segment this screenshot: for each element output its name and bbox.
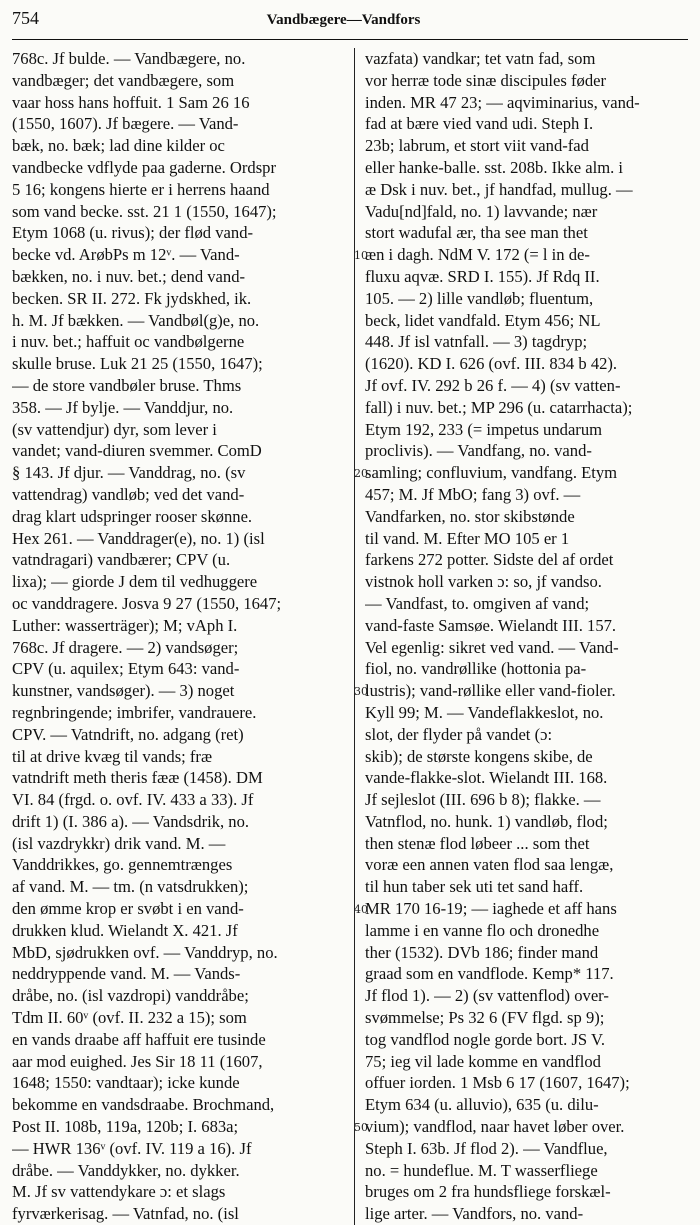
text-line: Etym 1068 (u. rivus); der flød vand- [12,223,254,243]
running-title: Vandbægere—Vandfors [266,12,421,28]
text-line: æ Dsk i nuv. bet., jf handfad, mullug. — [365,179,633,199]
text-line: 358. — Jf bylje. — Vanddjur, no. [12,397,234,417]
text-line: Vadu[nd]fald, no. 1) lavvande; nær [365,201,598,221]
text-line: (1620). KD I. 626 (ovf. III. 834 b 42). [365,354,618,374]
text-line: samling; confluvium, vandfang. Etym [365,463,618,483]
text-line: vistnok holl varken ɔ: so, jf vandso. [365,572,602,592]
text-line: Steph I. 63b. Jf flod 2). — Vandflue, [365,1138,608,1158]
text-line: beck, lidet vandfald. Etym 456; NL [365,310,601,330]
text-line: M. Jf sv vattendykare ɔ: et slags [12,1182,226,1202]
text-line: h. M. Jf bækken. — Vandbøl(g)e, no. [12,310,260,330]
text-line: Vanddrikkes, go. gennemtrænges [12,855,233,875]
text-line: vandbecke vdflyde paa gaderne. Ordspr [12,157,277,177]
text-line: bækken, no. i nuv. bet.; dend vand- [12,266,246,286]
text-line: Tdm II. 60ᵛ (ovf. II. 232 a 15); som [12,1008,247,1028]
text-line: then stenæ flod løbeer ... som thet [365,833,590,853]
text-line: drag klart udspringer rooser skønne. [12,506,253,526]
text-line: den ømme krop er svøbt i en vand- [12,899,244,919]
text-line: skulle bruse. Luk 21 25 (1550, 1647); [12,354,263,374]
text-line: graad som en vandflode. Kemp* 117. [365,964,614,984]
text-line: som vand becke. sst. 21 1 (1550, 1647); [12,201,277,221]
line-number: 20 [354,467,368,481]
text-line: af vand. M. — tm. (n vatsdrukken); [12,877,249,897]
line-number: 50 [354,1121,368,1135]
text-line: vium); vandflod, naar havet løber over. [365,1117,625,1137]
text-line: vaar hoss hans hoffuit. 1 Sam 26 16 [12,92,250,112]
text-line: MbD, sjødrukken ovf. — Vanddryp, no. [12,942,278,962]
right-column [354,48,683,1225]
text-line: til vand. M. Efter MO 105 er 1 [365,528,570,548]
text-line: (sv vattendjur) dyr, som lever i [12,419,217,439]
text-line: lige arter. — Vandfors, no. vand- [365,1204,584,1224]
text-line: proclivis). — Vandfang, no. vand- [365,441,592,461]
text-line: voræ een annen vaten flod saa lengæ, [365,855,614,875]
text-line: — de store vandbøler bruse. Thms [12,375,242,395]
text-line: Jf flod 1). — 2) (sv vattenflod) over- [365,986,609,1006]
text-line: lustris); vand-røllike eller vand-fioler. [365,681,616,701]
text-line: vatndragari) vandbærer; CPV (u. [12,550,231,570]
text-line: stort wadufal ær, tha see man thet [365,223,588,243]
text-line: no. = hundeflue. M. T wasserfliege [365,1160,598,1180]
text-line: Jf sejleslot (III. 696 b 8); flakke. — [365,790,601,810]
text-line: 75; ieg vil lade komme en vandflod [365,1051,601,1071]
text-line: en vands draabe aff haffuit ere tusinde [12,1029,266,1049]
text-line: Kyll 99; M. — Vandeflakkeslot, no. [365,702,604,722]
text-line: bruges om 2 fra hundsfliege forskæl- [365,1182,611,1202]
text-line: aar mod euighed. Jes Sir 18 11 (1607, [12,1051,263,1071]
text-line: slot, der flyder på vandet (ɔ: [365,724,553,744]
line-number: 40 [354,903,368,917]
text-line: Etym 634 (u. alluvio), 635 (u. dilu- [365,1095,599,1115]
text-line: vande-flakke-slot. Wielandt III. 168. [365,768,608,788]
text-line: (1550, 1607). Jf bægere. — Vand- [12,114,239,134]
text-line: fall) i nuv. bet.; MP 296 (u. catarrhacta); [365,397,633,417]
text-line: Etym 192, 233 (= impetus undarum [365,419,603,439]
text-line: (isl vazdrykkr) drik vand. M. — [12,833,226,853]
text-line: lamme i en vanne flo och dronedhe [365,920,600,940]
text-line: i nuv. bet.; haffuit oc vandbølgerne [12,332,245,352]
text-line: oc vanddragere. Josva 9 27 (1550, 1647; [12,593,282,613]
text-line: MR 170 16-19; — iaghede et aff hans [365,899,617,919]
text-line: fyrværkerisag. — Vatnfad, no. (isl [12,1204,239,1224]
text-line: dråbe, no. (isl vazdropi) vanddråbe; [12,986,249,1006]
text-line: Luther: wasserträger); M; vAph I. [12,615,238,635]
text-line: eller hanke-balle. sst. 208b. Ikke alm. i [365,157,624,177]
text-line: til hun taber sek uti tet sand haff. [365,877,584,897]
text-line: § 143. Jf djur. — Vanddrag, no. (sv [12,463,246,483]
text-line: bekomme en vandsdraabe. Brochmand, [12,1095,275,1115]
text-line: Vandfarken, no. stor skibstønde [365,506,575,526]
text-line: fluxu aqvæ. SRD I. 155). Jf Rdq II. [365,266,600,286]
text-line: farkens 272 potter. Sidste del af ordet [365,550,614,570]
text-line: Vel egenlig: sikret ved vand. — Vand- [365,637,619,657]
text-line: CPV. — Vatndrift, no. adgang (ret) [12,724,244,744]
text-line: 768c. Jf bulde. — Vandbægere, no. [12,49,246,68]
text-line: kunstner, vandsøger). — 3) noget [12,681,235,701]
text-line: Vatnflod, no. hunk. 1) vandløb, flod; [365,811,608,831]
two-column-body [12,48,688,1225]
text-line: lixa); — giorde J dem til vedhuggere [12,572,258,592]
text-line: 457; M. Jf MbO; fang 3) ovf. — [365,484,581,504]
text-line: 768c. Jf dragere. — 2) vandsøger; [12,637,239,657]
left-column [12,48,354,1225]
page-number: 754 [12,8,39,28]
text-line: Jf ovf. IV. 292 b 26 f. — 4) (sv vatten- [365,375,621,395]
text-line: ther (1532). DVb 186; finder mand [365,942,599,962]
text-line: skib); de største kongens skibe, de [365,746,593,766]
text-line: becken. SR II. 272. Fk jydskhed, ik. [12,288,252,308]
text-line: 105. — 2) lille vandløb; fluentum, [365,288,594,308]
text-line: 5 16; kongens hierte er i herrens haand [12,179,270,199]
text-line: svømmelse; Ps 32 6 (FV flgd. sp 9); [365,1008,605,1028]
text-line: vatndrift meth theris fææ (1458). DM [12,768,263,788]
text-line: drift 1) (I. 386 a). — Vandsdrik, no. [12,811,250,831]
page-header [12,8,688,40]
text-line: becke vd. ArøbPs m 12ᵛ. — Vand- [12,245,240,265]
text-line: regnbringende; imbrifer, vandrauere. [12,702,257,722]
text-line: 1648; 1550: vandtaar); icke kunde [12,1073,240,1093]
text-line: vandbæger; det vandbægere, som [12,70,235,90]
text-line: Post II. 108b, 119a, 120b; I. 683a; [12,1117,239,1137]
text-line: offuer iorden. 1 Msb 6 17 (1607, 1647); [365,1073,630,1093]
text-line: dråbe. — Vanddykker, no. dykker. [12,1160,240,1180]
text-line: fad at bære vied vand udi. Steph I. [365,114,594,134]
text-line: tog vandflod nogle gorde bort. JS V. [365,1029,605,1049]
text-line: vandet; vand-diuren svemmer. ComD [12,441,262,461]
text-line: til at drive kvæg til vands; fræ [12,746,213,766]
text-line: 23b; labrum, et stort viit vand-fad [365,136,589,156]
line-number: 30 [354,685,368,699]
text-line: vattendrag) vandløb; ved det vand- [12,484,245,504]
text-line: vor herræ tode sinæ discipules føder [365,70,607,90]
text-line: CPV (u. aquilex; Etym 643: vand- [12,659,240,679]
text-line: — HWR 136ᵛ (ovf. IV. 119 a 16). Jf [12,1138,252,1158]
text-line: VI. 84 (frgd. o. ovf. IV. 433 a 33). Jf [12,790,254,810]
text-line: fiol, no. vandrøllike (hottonia pa- [365,659,587,679]
text-line: inden. MR 47 23; — aqviminarius, vand- [365,92,640,112]
text-line: bæk, no. bæk; lad dine kilder oc [12,136,225,156]
text-line: neddryppende vand. M. — Vands- [12,964,241,984]
text-line: — Vandfast, to. omgiven af vand; [365,593,590,613]
text-line: vazfata) vandkar; tet vatn fad, som [365,49,596,68]
text-line: 448. Jf isl vatnfall. — 3) tagdryp; [365,332,588,352]
text-line: Hex 261. — Vanddrager(e), no. 1) (isl [12,528,265,548]
text-line: drukken klud. Wielandt X. 421. Jf [12,920,238,940]
line-number: 10 [354,249,368,263]
text-line: æn i dagh. NdM V. 172 (= l in de- [365,245,590,265]
text-line: vand-faste Samsøe. Wielandt III. 157. [365,615,617,635]
